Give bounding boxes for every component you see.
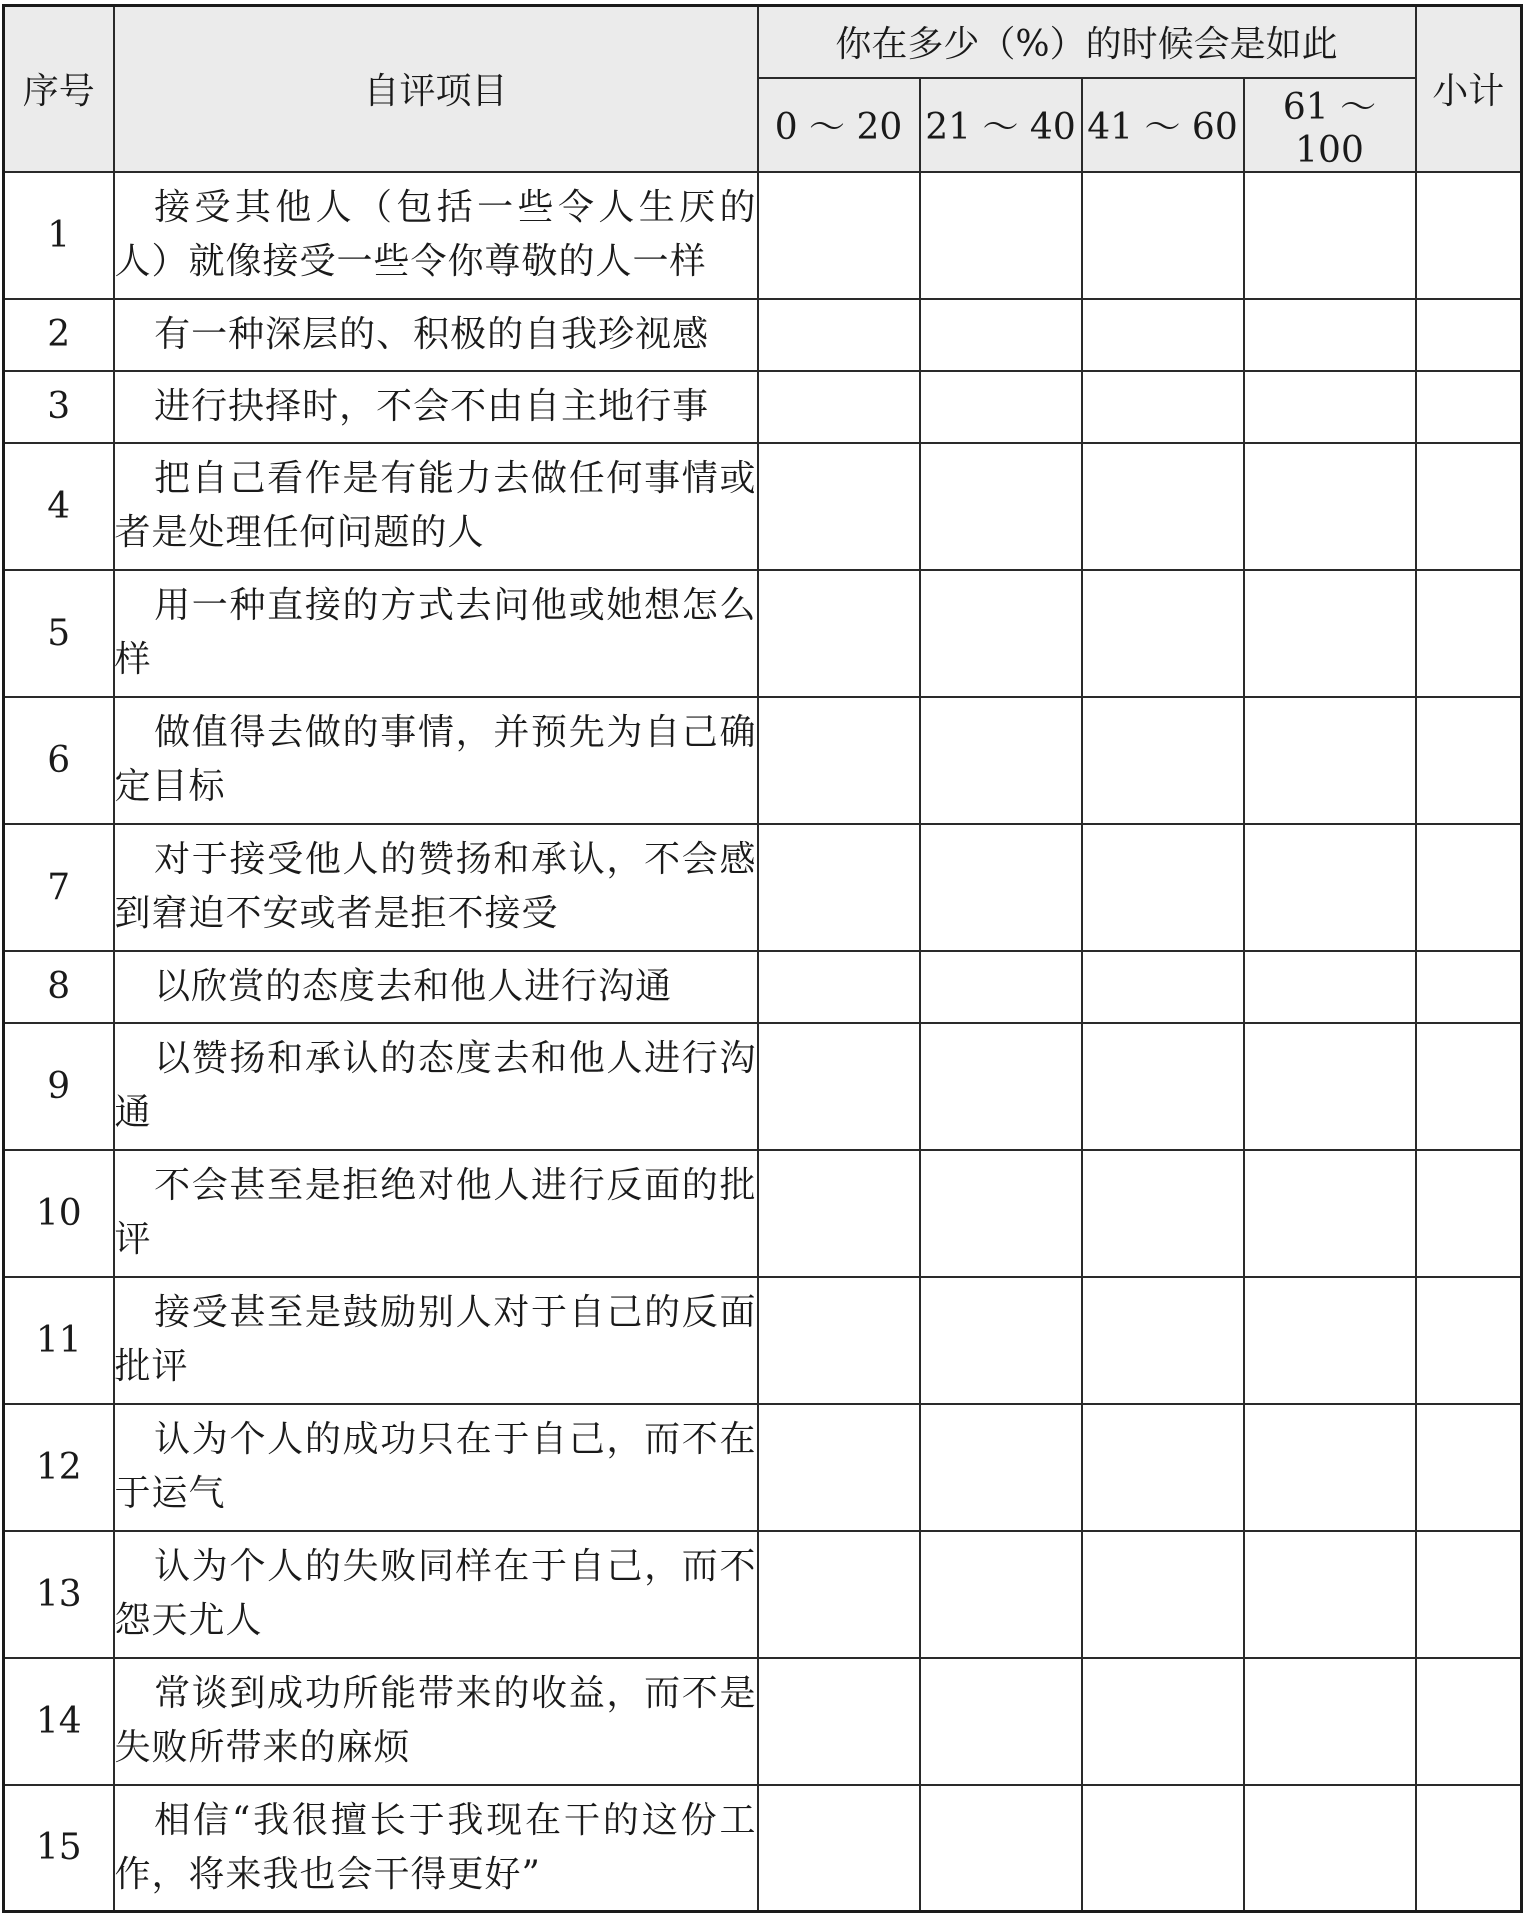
row-item-text: 用一种直接的方式去问他或她想怎么样 — [114, 570, 758, 697]
cell-range-0-20[interactable] — [758, 1277, 920, 1404]
cell-range-41-60[interactable] — [1082, 570, 1244, 697]
cell-range-0-20[interactable] — [758, 1023, 920, 1150]
cell-range-61-100[interactable] — [1244, 1023, 1416, 1150]
cell-range-21-40[interactable] — [920, 1785, 1082, 1912]
row-index: 13 — [4, 1531, 114, 1658]
cell-subtotal[interactable] — [1416, 570, 1522, 697]
table-row — [4, 1277, 1522, 1404]
cell-range-61-100[interactable] — [1244, 299, 1416, 371]
header-index: 序号 — [4, 6, 114, 172]
cell-range-61-100[interactable] — [1244, 1404, 1416, 1531]
header-subtotal: 小计 — [1416, 6, 1522, 172]
cell-range-0-20[interactable] — [758, 1531, 920, 1658]
cell-range-0-20[interactable] — [758, 570, 920, 697]
cell-range-21-40[interactable] — [920, 1658, 1082, 1785]
cell-range-61-100[interactable] — [1244, 570, 1416, 697]
cell-range-0-20[interactable] — [758, 1658, 920, 1785]
table-row — [4, 697, 1522, 824]
cell-range-61-100[interactable] — [1244, 371, 1416, 443]
cell-subtotal[interactable] — [1416, 824, 1522, 951]
cell-range-41-60[interactable] — [1082, 697, 1244, 824]
row-index: 3 — [4, 371, 114, 443]
cell-subtotal[interactable] — [1416, 443, 1522, 570]
row-index: 2 — [4, 299, 114, 371]
cell-subtotal[interactable] — [1416, 1277, 1522, 1404]
row-index: 14 — [4, 1658, 114, 1785]
cell-range-41-60[interactable] — [1082, 824, 1244, 951]
cell-range-0-20[interactable] — [758, 172, 920, 299]
cell-subtotal[interactable] — [1416, 1531, 1522, 1658]
row-item-text: 常谈到成功所能带来的收益，而不是失败所带来的麻烦 — [114, 1658, 758, 1785]
row-item-text: 进行抉择时，不会不由自主地行事 — [114, 371, 758, 443]
cell-range-21-40[interactable] — [920, 1150, 1082, 1277]
row-index: 7 — [4, 824, 114, 951]
cell-range-61-100[interactable] — [1244, 1658, 1416, 1785]
row-item-text: 有一种深层的、积极的自我珍视感 — [114, 299, 758, 371]
table-row — [4, 570, 1522, 697]
cell-subtotal[interactable] — [1416, 697, 1522, 824]
row-index: 1 — [4, 172, 114, 299]
row-item-text: 以欣赏的态度去和他人进行沟通 — [114, 951, 758, 1023]
cell-range-61-100[interactable] — [1244, 172, 1416, 299]
cell-range-41-60[interactable] — [1082, 371, 1244, 443]
cell-subtotal[interactable] — [1416, 299, 1522, 371]
cell-range-21-40[interactable] — [920, 1531, 1082, 1658]
cell-range-0-20[interactable] — [758, 1404, 920, 1531]
row-item-text: 相信“我很擅长于我现在干的这份工作，将来我也会干得更好” — [114, 1785, 758, 1912]
cell-range-41-60[interactable] — [1082, 1150, 1244, 1277]
row-index: 9 — [4, 1023, 114, 1150]
cell-range-0-20[interactable] — [758, 299, 920, 371]
row-item-text: 认为个人的失败同样在于自己，而不怨天尤人 — [114, 1531, 758, 1658]
cell-subtotal[interactable] — [1416, 1785, 1522, 1912]
cell-range-61-100[interactable] — [1244, 1785, 1416, 1912]
table-body — [4, 172, 1522, 1912]
header-range-21-40: 21 ～ 40 — [920, 78, 1082, 172]
row-index: 15 — [4, 1785, 114, 1912]
cell-range-0-20[interactable] — [758, 371, 920, 443]
cell-range-61-100[interactable] — [1244, 1277, 1416, 1404]
row-item-text: 不会甚至是拒绝对他人进行反面的批评 — [114, 1150, 758, 1277]
table-row — [4, 443, 1522, 570]
row-item-text: 认为个人的成功只在于自己，而不在于运气 — [114, 1404, 758, 1531]
cell-range-21-40[interactable] — [920, 570, 1082, 697]
row-item-text: 对于接受他人的赞扬和承认，不会感到窘迫不安或者是拒不接受 — [114, 824, 758, 951]
cell-range-61-100[interactable] — [1244, 697, 1416, 824]
table-header — [4, 6, 1522, 172]
cell-range-0-20[interactable] — [758, 1150, 920, 1277]
cell-range-21-40[interactable] — [920, 172, 1082, 299]
cell-subtotal[interactable] — [1416, 1404, 1522, 1531]
cell-subtotal[interactable] — [1416, 951, 1522, 1023]
cell-range-21-40[interactable] — [920, 443, 1082, 570]
cell-subtotal[interactable] — [1416, 172, 1522, 299]
cell-subtotal[interactable] — [1416, 1658, 1522, 1785]
cell-range-41-60[interactable] — [1082, 1023, 1244, 1150]
cell-range-21-40[interactable] — [920, 371, 1082, 443]
cell-range-21-40[interactable] — [920, 951, 1082, 1023]
row-item-text: 以赞扬和承认的态度去和他人进行沟通 — [114, 1023, 758, 1150]
self-assessment-table — [2, 4, 1523, 1913]
table-row — [4, 824, 1522, 951]
table-row — [4, 951, 1522, 1023]
cell-range-41-60[interactable] — [1082, 1658, 1244, 1785]
row-item-text: 把自己看作是有能力去做任何事情或者是处理任何问题的人 — [114, 443, 758, 570]
table-row — [4, 1658, 1522, 1785]
cell-subtotal[interactable] — [1416, 1150, 1522, 1277]
cell-range-0-20[interactable] — [758, 951, 920, 1023]
header-frequency-group: 你在多少（%）的时候会是如此 — [758, 6, 1416, 78]
cell-range-0-20[interactable] — [758, 697, 920, 824]
table-row — [4, 1785, 1522, 1912]
row-index: 4 — [4, 443, 114, 570]
cell-range-61-100[interactable] — [1244, 1531, 1416, 1658]
table-row — [4, 1404, 1522, 1531]
cell-range-41-60[interactable] — [1082, 1531, 1244, 1658]
header-range-0-20: 0 ～ 20 — [758, 78, 920, 172]
cell-subtotal[interactable] — [1416, 371, 1522, 443]
cell-range-61-100[interactable] — [1244, 951, 1416, 1023]
cell-range-41-60[interactable] — [1082, 951, 1244, 1023]
header-item: 自评项目 — [114, 6, 758, 172]
table-row — [4, 371, 1522, 443]
row-item-text: 接受其他人（包括一些令人生厌的人）就像接受一些令你尊敬的人一样 — [114, 172, 758, 299]
row-index: 12 — [4, 1404, 114, 1531]
cell-range-41-60[interactable] — [1082, 1277, 1244, 1404]
row-index: 10 — [4, 1150, 114, 1277]
table-row — [4, 172, 1522, 299]
table-row — [4, 1023, 1522, 1150]
cell-range-21-40[interactable] — [920, 299, 1082, 371]
row-index: 5 — [4, 570, 114, 697]
cell-range-61-100[interactable] — [1244, 824, 1416, 951]
table-row — [4, 1531, 1522, 1658]
row-index: 11 — [4, 1277, 114, 1404]
cell-range-0-20[interactable] — [758, 1785, 920, 1912]
cell-range-21-40[interactable] — [920, 824, 1082, 951]
cell-range-0-20[interactable] — [758, 824, 920, 951]
cell-range-21-40[interactable] — [920, 1277, 1082, 1404]
row-item-text: 接受甚至是鼓励别人对于自己的反面批评 — [114, 1277, 758, 1404]
header-range-41-60: 41 ～ 60 — [1082, 78, 1244, 172]
table-row — [4, 299, 1522, 371]
cell-range-41-60[interactable] — [1082, 443, 1244, 570]
row-index: 8 — [4, 951, 114, 1023]
cell-subtotal[interactable] — [1416, 1023, 1522, 1150]
cell-range-41-60[interactable] — [1082, 1404, 1244, 1531]
header-range-61-100: 61 ～ 100 — [1244, 78, 1416, 172]
cell-range-61-100[interactable] — [1244, 443, 1416, 570]
cell-range-41-60[interactable] — [1082, 172, 1244, 299]
cell-range-41-60[interactable] — [1082, 299, 1244, 371]
table-row — [4, 1150, 1522, 1277]
cell-range-0-20[interactable] — [758, 443, 920, 570]
row-index: 6 — [4, 697, 114, 824]
cell-range-21-40[interactable] — [920, 1404, 1082, 1531]
row-item-text: 做值得去做的事情，并预先为自己确定目标 — [114, 697, 758, 824]
cell-range-41-60[interactable] — [1082, 1785, 1244, 1912]
cell-range-21-40[interactable] — [920, 697, 1082, 824]
cell-range-61-100[interactable] — [1244, 1150, 1416, 1277]
cell-range-21-40[interactable] — [920, 1023, 1082, 1150]
